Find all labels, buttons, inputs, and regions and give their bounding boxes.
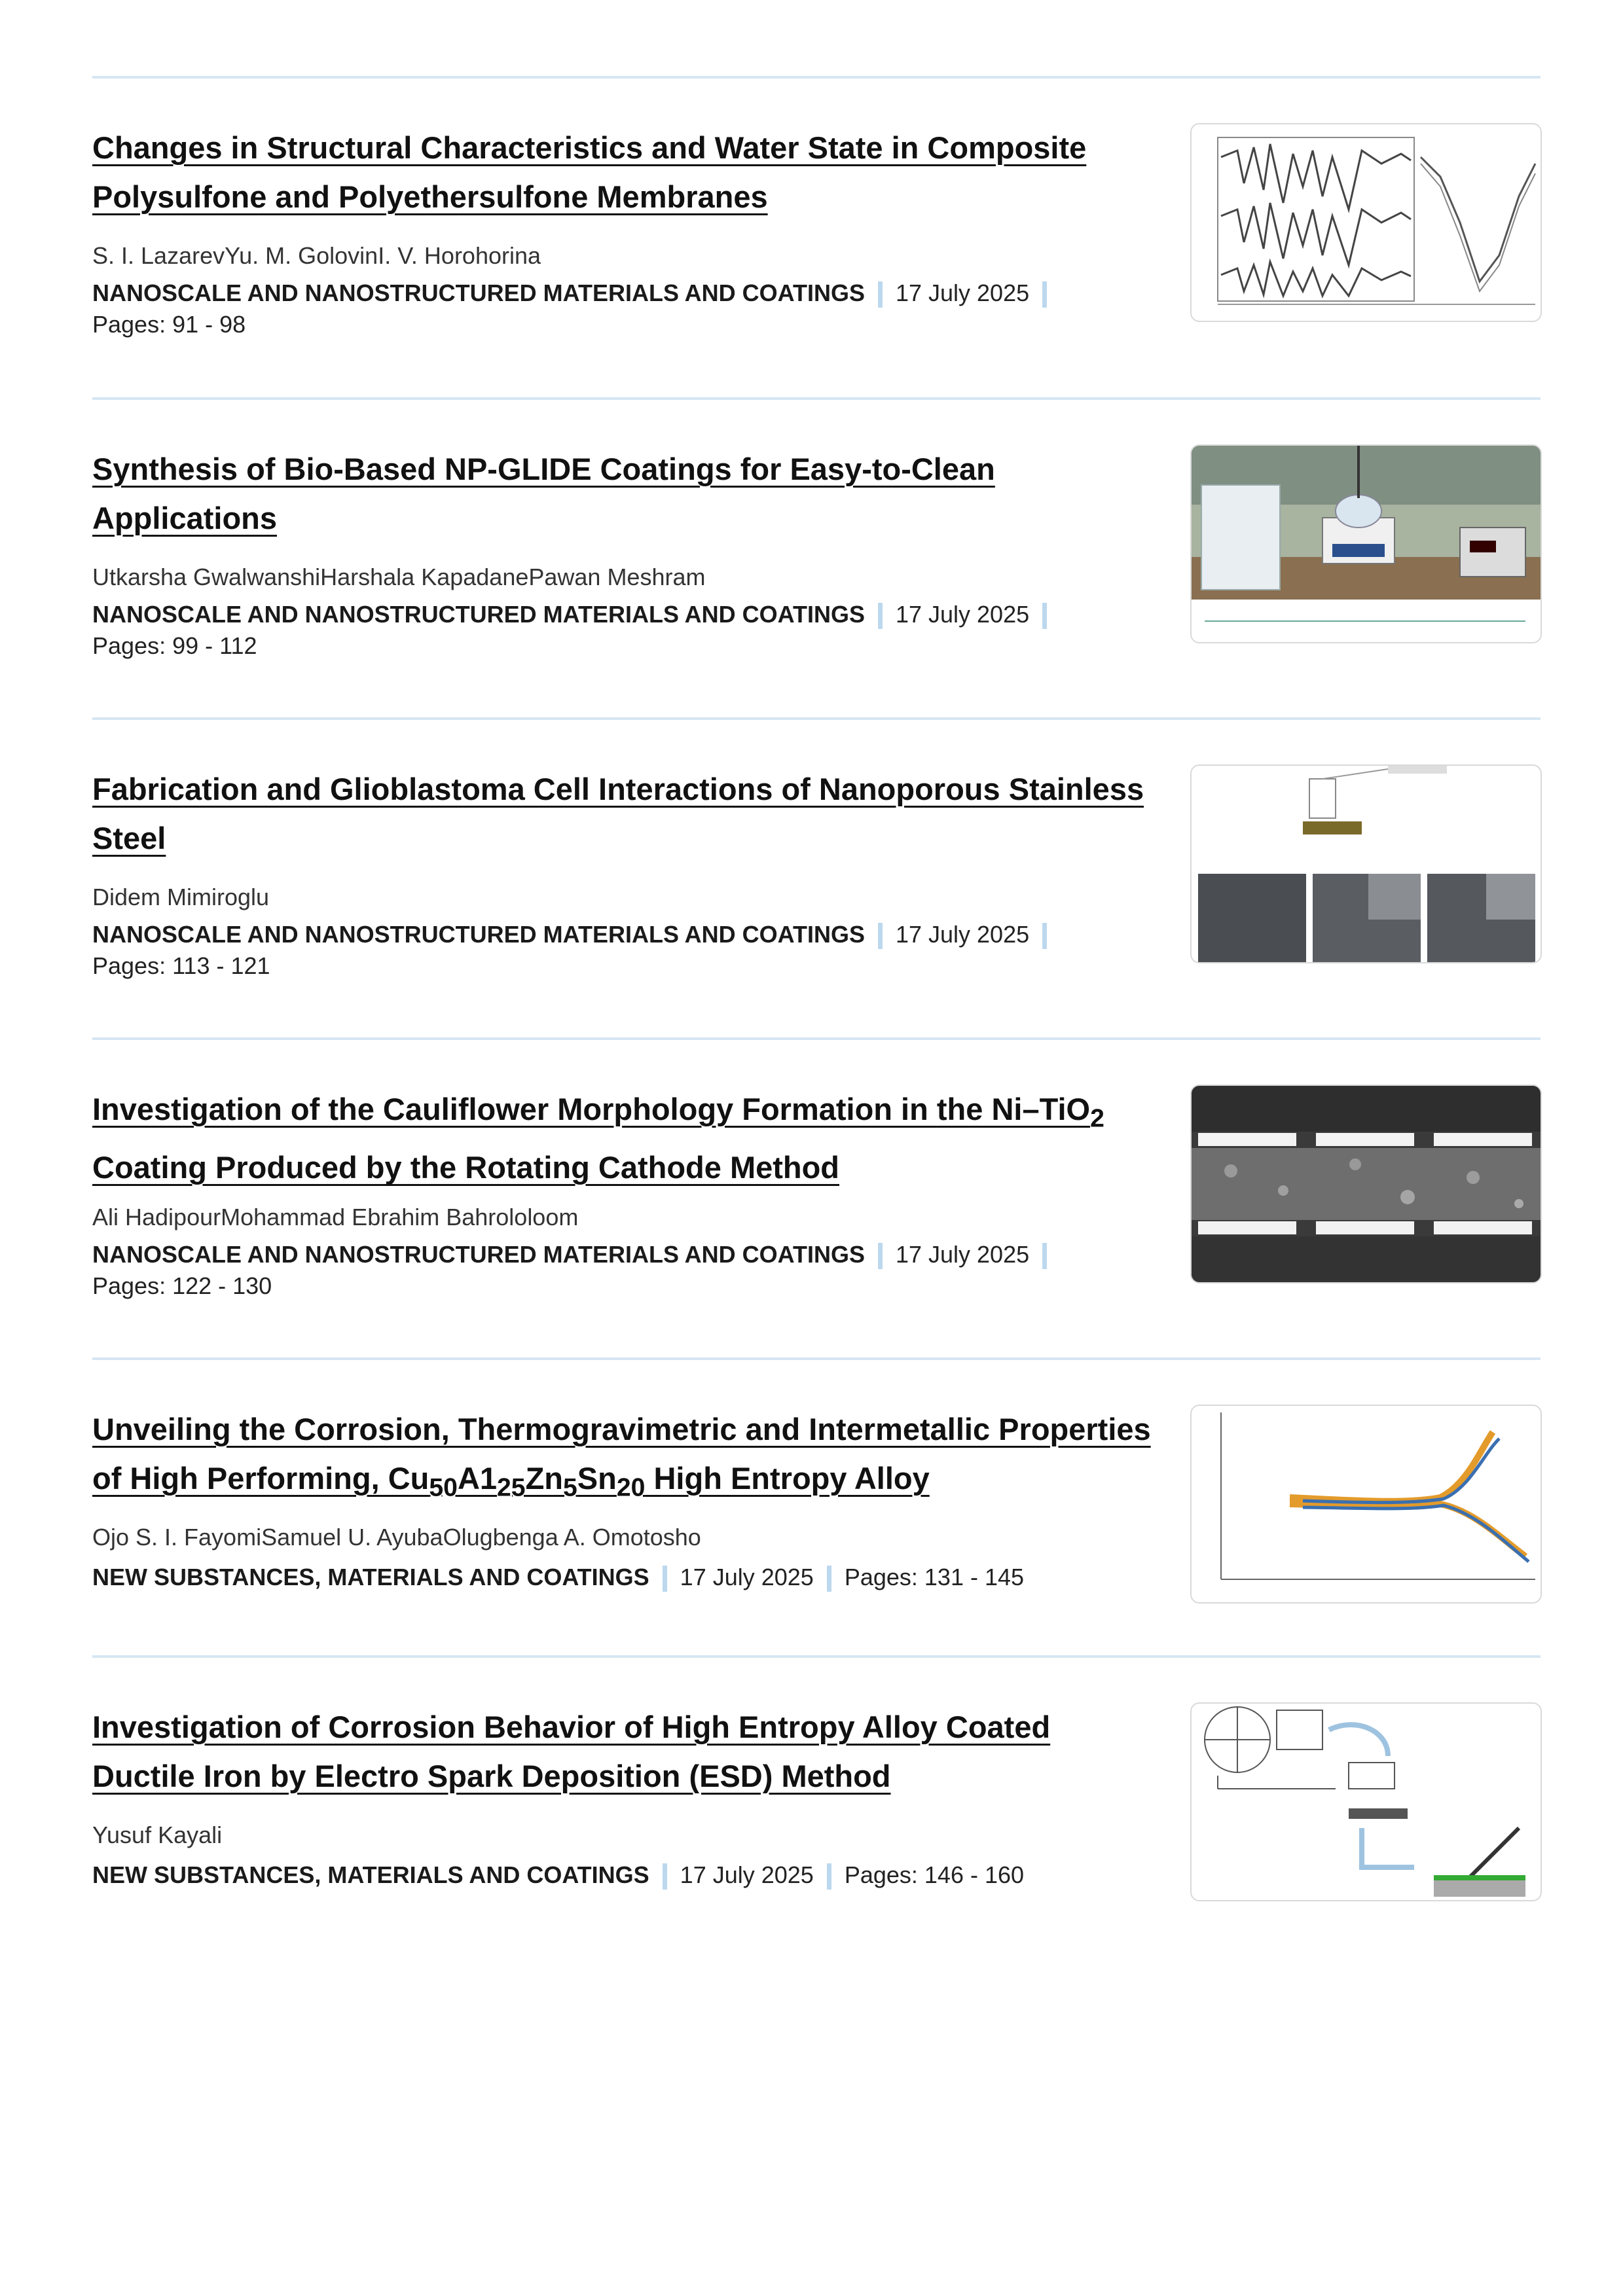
ir-spectra-image	[1192, 124, 1541, 321]
article-thumbnail[interactable]	[1190, 764, 1542, 963]
article-thumbnail[interactable]	[1190, 1405, 1542, 1604]
divider	[92, 1655, 1541, 1658]
article-authors: Ojo S. I. FayomiSamuel U. AyubaOlugbenga A. Omotosho	[92, 1524, 701, 1551]
separator	[878, 923, 883, 949]
article-authors: Didem Mimiroglu	[92, 884, 270, 910]
article-title-link[interactable]: Unveiling the Corrosion, Thermogravimetric and Intermetallic Properties of High Performing, $Cu_{50}A1_{25}Zn_5Sn_{20}$ High Entropy Alloy	[92, 1412, 1151, 1502]
article-meta	[92, 599, 1140, 662]
article-pages: Pages: 131 - 145	[844, 1564, 1025, 1590]
article-title-link[interactable]: Investigation of the Cauliflower Morphology Formation in the Ni–TiO$_2$ Coating Produced by the Rotating Cathode Method	[92, 1092, 1104, 1185]
article-date: 17 July 2025	[680, 1564, 814, 1590]
article-date: 17 July 2025	[680, 1861, 814, 1888]
article-title-link[interactable]: Changes in Structural Characteristics and Water State in Composite Polysulfone and Polyethersulfone Membranes	[92, 130, 1087, 214]
article-title	[92, 123, 1153, 221]
article-authors: Ali HadipourMohammad Ebrahim Bahrololoom	[92, 1204, 579, 1230]
article-authors: Utkarsha GwalwanshiHarshala KapadanePawan Meshram	[92, 564, 706, 590]
divider	[92, 76, 1541, 79]
article-meta	[92, 1562, 1140, 1593]
separator	[878, 603, 883, 629]
article-pages: Pages: 99 - 112	[92, 632, 257, 659]
article-title-link[interactable]: Fabrication and Glioblastoma Cell Interactions of Nanoporous Stainless Steel	[92, 772, 1144, 855]
separator	[827, 1566, 831, 1592]
article-meta	[92, 1859, 1140, 1891]
article-section[interactable]: NEW SUBSTANCES, MATERIALS AND COATINGS	[92, 1564, 649, 1590]
article-section[interactable]: NANOSCALE AND NANOSTRUCTURED MATERIALS AND COATINGS	[92, 601, 865, 628]
separator	[1042, 923, 1047, 949]
article-section[interactable]: NEW SUBSTANCES, MATERIALS AND COATINGS	[92, 1861, 649, 1888]
divider	[92, 717, 1541, 720]
article-title	[92, 444, 1153, 543]
divider	[92, 1357, 1541, 1360]
separator	[878, 281, 883, 308]
article-authors: S. I. LazarevYu. M. GolovinI. V. Horohorina	[92, 242, 541, 269]
article-date: 17 July 2025	[895, 601, 1030, 628]
divider	[92, 1037, 1541, 1040]
article-title-link[interactable]: Synthesis of Bio-Based NP-GLIDE Coatings for Easy-to-Clean Applications	[92, 452, 995, 535]
separator	[663, 1566, 667, 1592]
article-pages: Pages: 146 - 160	[844, 1861, 1025, 1888]
article-section[interactable]: NANOSCALE AND NANOSTRUCTURED MATERIALS AND COATINGS	[92, 1241, 865, 1268]
article-pages: Pages: 122 - 130	[92, 1272, 272, 1299]
divider	[92, 397, 1541, 400]
separator	[878, 1243, 883, 1269]
article-thumbnail[interactable]	[1190, 444, 1542, 643]
separator	[1042, 603, 1047, 629]
article-section[interactable]: NANOSCALE AND NANOSTRUCTURED MATERIALS AND COATINGS	[92, 279, 865, 306]
article-date: 17 July 2025	[895, 279, 1030, 306]
article-thumbnail[interactable]	[1190, 123, 1542, 322]
article-meta	[92, 919, 1140, 982]
process-diagram-image	[1192, 1704, 1541, 1900]
sem-micrographs-image	[1192, 766, 1541, 962]
article-title	[92, 1405, 1153, 1512]
separator	[663, 1863, 667, 1890]
article-title	[92, 764, 1153, 863]
separator	[1042, 281, 1047, 308]
separator	[827, 1863, 831, 1890]
polarization-curve-image	[1192, 1406, 1541, 1602]
article-meta	[92, 278, 1140, 340]
article-meta	[92, 1239, 1140, 1302]
sem-grid-image	[1192, 1086, 1541, 1282]
article-date: 17 July 2025	[895, 921, 1030, 948]
article-authors: Yusuf Kayali	[92, 1821, 223, 1848]
lab-setup-image	[1192, 446, 1541, 642]
separator	[1042, 1243, 1047, 1269]
article-pages: Pages: 91 - 98	[92, 311, 246, 338]
article-date: 17 July 2025	[895, 1241, 1030, 1268]
article-section[interactable]: NANOSCALE AND NANOSTRUCTURED MATERIALS AND COATINGS	[92, 921, 865, 948]
article-title	[92, 1085, 1153, 1192]
article-thumbnail[interactable]	[1190, 1702, 1542, 1901]
article-title-link[interactable]: Investigation of Corrosion Behavior of High Entropy Alloy Coated Ductile Iron by Electro Spark Deposition (ESD) Method	[92, 1710, 1051, 1793]
article-thumbnail[interactable]	[1190, 1085, 1542, 1283]
article-pages: Pages: 113 - 121	[92, 952, 270, 979]
article-title	[92, 1702, 1153, 1801]
